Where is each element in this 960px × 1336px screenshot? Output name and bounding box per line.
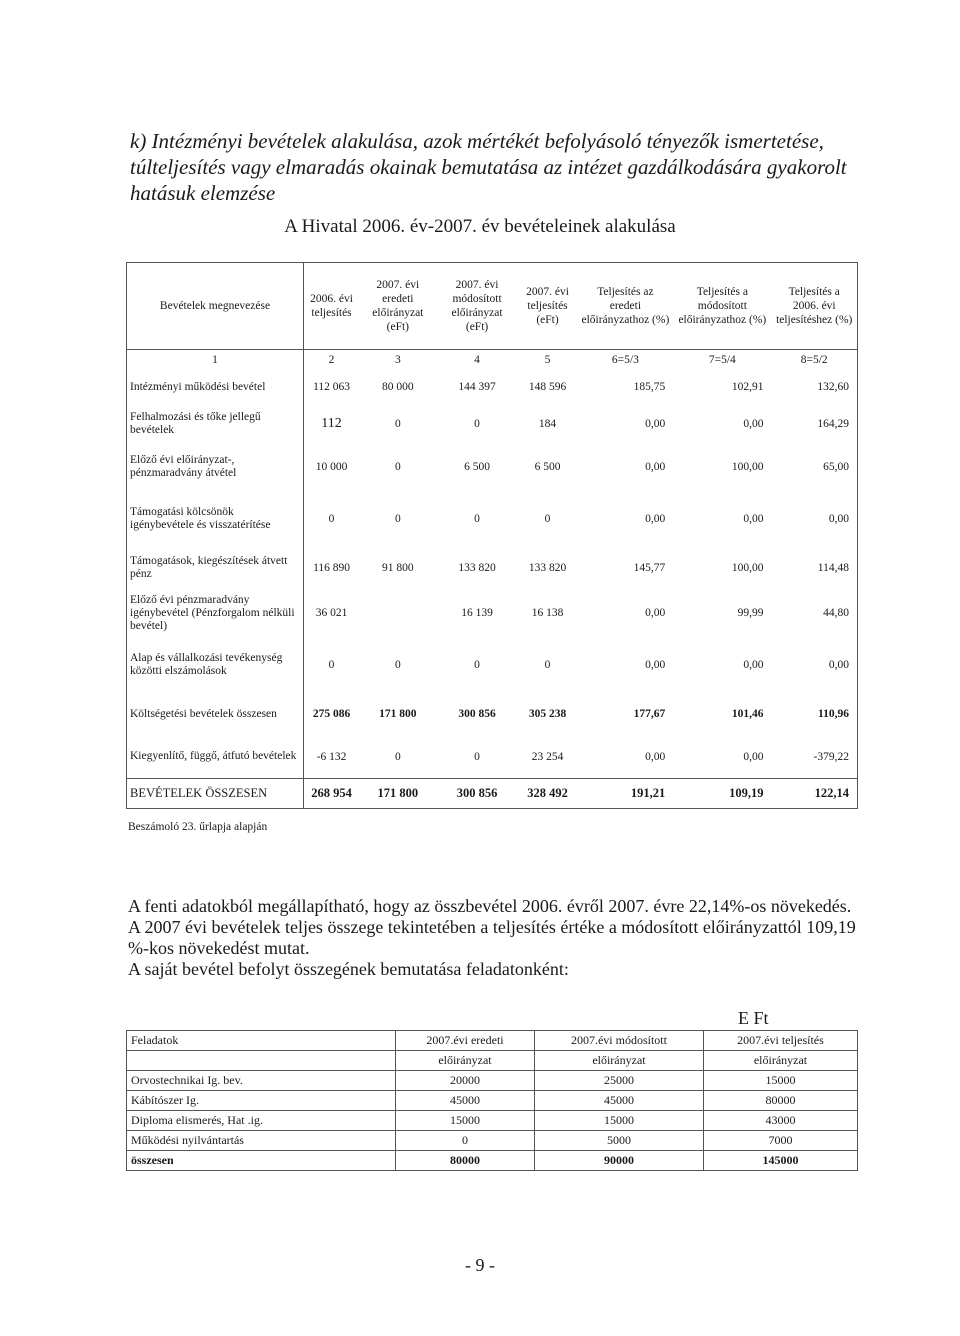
- table-cell: 184: [538, 418, 557, 430]
- header-cell: 2007.évi eredeti: [396, 1031, 535, 1051]
- body-text: [128, 896, 858, 980]
- table-cell: 171 800: [359, 778, 436, 808]
- table-cell: 0,00: [828, 659, 849, 671]
- table-row: [127, 588, 858, 638]
- row-label: összesen: [127, 1151, 396, 1171]
- header-cell: Teljesítés a 2006. évi teljesítéshez (%): [771, 263, 857, 350]
- table-cell: 0: [474, 513, 480, 525]
- table-cell: 144 397: [458, 381, 496, 393]
- table-cell: 275 086: [312, 708, 351, 720]
- table-cell: 109,19: [673, 778, 771, 808]
- column-number: 6=5/3: [611, 354, 639, 366]
- table-row: [127, 638, 858, 692]
- column-number: 4: [474, 354, 480, 366]
- header-cell: 2007. évi teljesítés (eFt): [518, 263, 578, 350]
- header-cell: 2006. évi teljesítés: [304, 263, 360, 350]
- table-cell: 80 000: [382, 381, 414, 393]
- header-cell: Teljesítés a módosított előirányzathoz (%): [673, 263, 771, 350]
- table-cell: 91 800: [382, 562, 414, 574]
- table-row: [127, 444, 858, 490]
- table-cell: 177,67: [633, 708, 666, 720]
- table-cell: 90000: [534, 1151, 703, 1171]
- table-cell: 80000: [703, 1091, 857, 1111]
- table-cell: 99,99: [737, 607, 764, 619]
- table-cell: 112: [321, 416, 342, 431]
- table-cell: 110,96: [818, 708, 849, 720]
- table-cell: 185,75: [633, 381, 666, 393]
- table-cell: 0,00: [645, 607, 666, 619]
- table-cell: 0,00: [743, 513, 764, 525]
- row-label: BEVÉTELEK ÖSSZESEN: [127, 778, 304, 808]
- row-label: Működési nyilvántartás: [127, 1131, 396, 1151]
- paragraph: A saját bevétel befolyt összegének bemutatása feladatonként:: [128, 959, 569, 979]
- table-row: [127, 1091, 858, 1111]
- unit-label: E Ft: [738, 1008, 769, 1028]
- row-label: Intézményi működési bevétel: [127, 370, 304, 404]
- table-cell: 300 856: [458, 708, 496, 720]
- table-cell: 80000: [396, 1151, 535, 1171]
- table-cell: 15000: [703, 1071, 857, 1091]
- table-cell: 148 596: [528, 381, 567, 393]
- table-row: [127, 548, 858, 588]
- table-cell: 133 820: [528, 562, 567, 574]
- table-cell: 5000: [534, 1131, 703, 1151]
- table-subheader-row: [127, 1051, 858, 1071]
- row-label: Diploma elismerés, Hat .ig.: [127, 1111, 396, 1131]
- table-cell: 45000: [396, 1091, 535, 1111]
- table-cell: 15000: [396, 1111, 535, 1131]
- table-cell: 116 890: [313, 562, 351, 574]
- table-cell: 191,21: [578, 778, 674, 808]
- table-row: [127, 370, 858, 404]
- table-cell: 132,60: [817, 381, 849, 393]
- header-cell: 2007. évi módosított előirányzat (eFt): [437, 263, 518, 350]
- table-cell: 16 139: [461, 607, 493, 619]
- header-cell: Teljesítés az eredeti előirányzathoz (%): [578, 263, 674, 350]
- row-label: Kiegyenlítő, függő, átfutó bevételek: [127, 736, 304, 778]
- paragraph: A 2007 évi bevételek teljes összege tekintetében a teljesítés értéke a módosított előirányzattól 109,19 %-kos növekedést mutat.: [128, 917, 856, 958]
- column-number: 2: [328, 354, 335, 366]
- table-cell: 6 500: [534, 461, 561, 473]
- row-label: Támogatási kölcsönök igénybevétele és visszatérítése: [127, 490, 304, 548]
- table-cell: 0,00: [645, 750, 666, 763]
- table-cell: 114,48: [817, 562, 849, 574]
- table-cell: 112 063: [313, 381, 351, 393]
- table-cell: [359, 588, 436, 638]
- table-cell: 0: [544, 659, 551, 671]
- row-label: Alap és vállalkozási tevékenység közötti elszámolások: [127, 638, 304, 692]
- table-cell: 0: [394, 659, 401, 671]
- column-number: 7=5/4: [708, 354, 736, 366]
- table-cell: 20000: [396, 1071, 535, 1091]
- header-cell: Bevételek megnevezése: [127, 263, 304, 350]
- column-number: 1: [127, 350, 304, 371]
- table-cell: 268 954: [304, 778, 360, 808]
- header-cell: 2007.évi módosított: [534, 1031, 703, 1051]
- table-cell: 101,46: [731, 708, 764, 720]
- table-cell: 0,00: [645, 513, 666, 525]
- table-cell: 0: [474, 418, 480, 430]
- row-label: Támogatások, kiegészítések átvett pénz: [127, 548, 304, 588]
- column-number: 3: [394, 354, 401, 366]
- table-row: [127, 736, 858, 778]
- header-cell: 2007. évi eredeti előirányzat (eFt): [359, 263, 436, 350]
- section-heading: k) Intézményi bevételek alakulása, azok mértékét befolyásoló tényezők ismertetése, túlteljesítés vagy elmaradás okainak bemutatása az intézet gazdálkodására gyakorolt hatásuk elemzése: [130, 129, 847, 205]
- table-cell: 10 000: [315, 461, 348, 473]
- table-cell: 100,00: [731, 562, 764, 574]
- table-cell: 65,00: [823, 461, 849, 473]
- source-note: Beszámoló 23. űrlapja alapján: [128, 821, 268, 833]
- table-cell: 133 820: [458, 562, 496, 574]
- table-cell: 100,00: [731, 461, 764, 473]
- table-cell: 305 238: [528, 708, 567, 720]
- table-cell: 44,80: [823, 607, 849, 619]
- table-cell: 171 800: [379, 708, 417, 720]
- table-cell: 0: [396, 1131, 535, 1151]
- table-cell: 43000: [703, 1111, 857, 1131]
- column-number: 5: [544, 354, 551, 366]
- row-label: Előző évi előirányzat-, pénzmaradvány átvétel: [127, 444, 304, 490]
- table-cell: 0,00: [743, 418, 764, 430]
- header-cell: [127, 1051, 396, 1071]
- table-cell: 145000: [703, 1151, 857, 1171]
- table-cell: 300 856: [437, 778, 518, 808]
- table-cell: 0,00: [645, 461, 666, 473]
- table-cell: 0,00: [828, 513, 849, 525]
- row-label: Orvostechnikai Ig. bev.: [127, 1071, 396, 1091]
- table-cell: 145,77: [633, 562, 666, 574]
- table-cell: 45000: [534, 1091, 703, 1111]
- page-number: - 9 -: [465, 1255, 495, 1275]
- table-cell: -379,22: [813, 750, 849, 763]
- table-cell: 16 138: [531, 607, 564, 619]
- total-row: [127, 1151, 858, 1171]
- task-revenue-table: [126, 1030, 858, 1171]
- table-cell: 328 492: [518, 778, 578, 808]
- table-cell: 0: [394, 461, 401, 473]
- table-cell: 164,29: [817, 418, 849, 430]
- table-cell: 6 500: [464, 461, 490, 473]
- table-cell: 0,00: [645, 418, 666, 430]
- table-cell: 15000: [534, 1111, 703, 1131]
- table-cell: 0: [394, 418, 401, 430]
- table-cell: 0: [544, 513, 551, 525]
- table-cell: 0: [328, 513, 335, 525]
- table-title: A Hivatal 2006. év-2007. év bevételeinek alakulása: [284, 216, 676, 237]
- paragraph: A fenti adatokból megállapítható, hogy az összbevétel 2006. évről 2007. évre 22,14%-os növekedés.: [128, 896, 852, 916]
- table-row: [127, 692, 858, 736]
- header-cell: előirányzat: [396, 1051, 535, 1071]
- header-cell: előirányzat: [703, 1051, 857, 1071]
- table-cell: 0,00: [645, 659, 666, 671]
- table-cell: 0: [394, 513, 401, 525]
- table-cell: 36 021: [315, 607, 348, 619]
- table-cell: -6 132: [316, 750, 347, 763]
- table-row: [127, 404, 858, 444]
- table-cell: 122,14: [771, 778, 857, 808]
- table-cell: 0: [474, 750, 480, 763]
- row-label: Kábítószer Ig.: [127, 1091, 396, 1111]
- row-label: Költségetési bevételek összesen: [127, 692, 304, 736]
- table-header-row: [127, 1031, 858, 1051]
- column-number-row: [127, 350, 858, 371]
- table-cell: 0: [394, 750, 401, 763]
- table-cell: 23 254: [531, 750, 564, 763]
- table-row: [127, 1111, 858, 1131]
- table-row: [127, 1071, 858, 1091]
- header-cell: 2007.évi teljesítés: [703, 1031, 857, 1051]
- table-row: [127, 1131, 858, 1151]
- header-cell: előirányzat: [534, 1051, 703, 1071]
- row-label: Felhalmozási és tőke jellegű bevételek: [127, 404, 304, 444]
- table-cell: 0,00: [743, 659, 764, 671]
- table-cell: 25000: [534, 1071, 703, 1091]
- row-label: Előző évi pénzmaradvány igénybevétel (Pénzforgalom nélküli bevétel): [127, 588, 304, 638]
- column-number: 8=5/2: [800, 354, 828, 366]
- table-cell: 7000: [703, 1131, 857, 1151]
- table-cell: 0: [328, 659, 335, 671]
- revenue-table: [126, 262, 858, 809]
- total-row: [127, 778, 858, 808]
- table-cell: 0,00: [743, 750, 764, 763]
- table-header-row: [127, 263, 858, 350]
- header-cell: Feladatok: [127, 1031, 396, 1051]
- table-row: [127, 490, 858, 548]
- table-cell: 0: [474, 659, 480, 671]
- table-cell: 102,91: [731, 381, 764, 393]
